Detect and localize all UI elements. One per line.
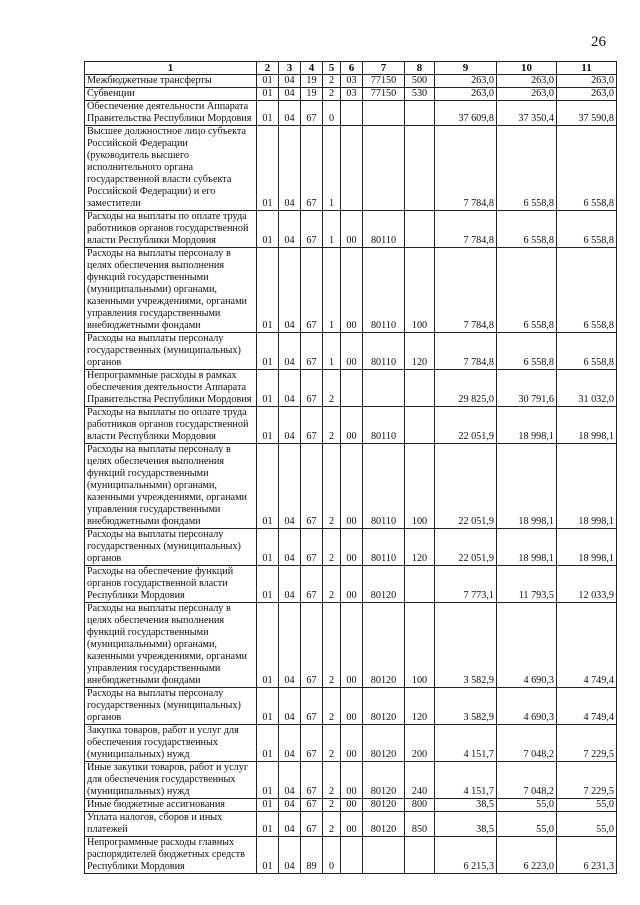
code-cell: 80120 <box>363 799 405 812</box>
code-cell: 19 <box>301 88 323 101</box>
code-cell: 2 <box>323 603 341 688</box>
code-cell: 800 <box>405 799 435 812</box>
code-cell: 00 <box>341 688 363 725</box>
amount-cell: 6 231,3 <box>557 837 617 874</box>
code-cell <box>405 837 435 874</box>
code-cell: 04 <box>279 529 301 566</box>
row-name: Расходы на выплаты персоналу в целях обеспечения выполнения функций государственными (муниципальными) органами, казенными учреждениями, органами управления государственными внебюджетными фондами <box>85 444 257 529</box>
code-cell: 01 <box>257 603 279 688</box>
code-cell: 200 <box>405 725 435 762</box>
code-cell <box>363 101 405 126</box>
row-name: Непрограммные расходы главных распорядителей бюджетных средств Республики Мордовия <box>85 837 257 874</box>
code-cell: 1 <box>323 126 341 211</box>
table-row <box>85 75 617 88</box>
code-cell: 19 <box>301 75 323 88</box>
code-cell: 67 <box>301 407 323 444</box>
table-row <box>85 101 617 126</box>
code-cell: 67 <box>301 812 323 837</box>
code-cell <box>405 126 435 211</box>
code-cell: 67 <box>301 370 323 407</box>
amount-cell: 7 229,5 <box>557 762 617 799</box>
code-cell: 04 <box>279 603 301 688</box>
table-row <box>85 603 617 688</box>
header-cell: 7 <box>363 62 405 75</box>
amount-cell: 7 784,8 <box>435 248 497 333</box>
code-cell: 120 <box>405 688 435 725</box>
table-row <box>85 837 617 874</box>
amount-cell: 263,0 <box>497 88 557 101</box>
amount-cell: 31 032,0 <box>557 370 617 407</box>
code-cell: 04 <box>279 688 301 725</box>
amount-cell: 11 793,5 <box>497 566 557 603</box>
code-cell: 2 <box>323 762 341 799</box>
code-cell: 01 <box>257 725 279 762</box>
table-row <box>85 211 617 248</box>
code-cell: 530 <box>405 88 435 101</box>
code-cell: 67 <box>301 799 323 812</box>
table-row <box>85 529 617 566</box>
amount-cell: 18 998,1 <box>557 444 617 529</box>
code-cell: 01 <box>257 812 279 837</box>
code-cell <box>363 370 405 407</box>
code-cell: 67 <box>301 126 323 211</box>
amount-cell: 263,0 <box>557 75 617 88</box>
amount-cell: 6 558,8 <box>497 126 557 211</box>
amount-cell: 18 998,1 <box>557 529 617 566</box>
code-cell <box>405 370 435 407</box>
code-cell <box>405 211 435 248</box>
code-cell: 03 <box>341 88 363 101</box>
code-cell: 850 <box>405 812 435 837</box>
amount-cell: 37 350,4 <box>497 101 557 126</box>
code-cell: 00 <box>341 407 363 444</box>
code-cell: 2 <box>323 529 341 566</box>
amount-cell: 12 033,9 <box>557 566 617 603</box>
code-cell: 00 <box>341 248 363 333</box>
amount-cell: 22 051,9 <box>435 529 497 566</box>
code-cell: 120 <box>405 333 435 370</box>
code-cell: 00 <box>341 566 363 603</box>
row-name: Расходы на выплаты по оплате труда работников органов государственной власти Республики Мордовия <box>85 211 257 248</box>
table-row <box>85 725 617 762</box>
budget-table <box>84 61 617 874</box>
header-row <box>85 62 617 75</box>
amount-cell: 7 784,8 <box>435 126 497 211</box>
header-cell: 10 <box>497 62 557 75</box>
code-cell: 240 <box>405 762 435 799</box>
amount-cell: 6 558,8 <box>557 248 617 333</box>
amount-cell: 263,0 <box>435 75 497 88</box>
code-cell: 04 <box>279 444 301 529</box>
row-name: Расходы на выплаты по оплате труда работников органов государственной власти Республики Мордовия <box>85 407 257 444</box>
row-name: Субвенции <box>85 88 257 101</box>
amount-cell: 6 558,8 <box>557 333 617 370</box>
table-row <box>85 370 617 407</box>
code-cell: 04 <box>279 812 301 837</box>
header-cell: 6 <box>341 62 363 75</box>
amount-cell: 7 773,1 <box>435 566 497 603</box>
code-cell: 00 <box>341 603 363 688</box>
row-name: Расходы на выплаты персоналу в целях обеспечения выполнения функций государственными (муниципальными) органами, казенными учреждениями, органами управления государственными внебюджетными фондами <box>85 603 257 688</box>
code-cell <box>341 101 363 126</box>
table-row <box>85 566 617 603</box>
code-cell <box>341 370 363 407</box>
code-cell: 01 <box>257 529 279 566</box>
code-cell: 80120 <box>363 762 405 799</box>
row-name: Расходы на выплаты персоналу государственных (муниципальных) органов <box>85 333 257 370</box>
amount-cell: 4 690,3 <box>497 603 557 688</box>
amount-cell: 55,0 <box>497 812 557 837</box>
amount-cell: 3 582,9 <box>435 688 497 725</box>
code-cell: 67 <box>301 101 323 126</box>
code-cell: 67 <box>301 762 323 799</box>
code-cell: 89 <box>301 837 323 874</box>
code-cell: 00 <box>341 529 363 566</box>
code-cell: 01 <box>257 248 279 333</box>
code-cell: 04 <box>279 725 301 762</box>
code-cell: 67 <box>301 529 323 566</box>
code-cell: 04 <box>279 837 301 874</box>
code-cell: 80110 <box>363 248 405 333</box>
row-name: Расходы на выплаты персоналу государственных (муниципальных) органов <box>85 688 257 725</box>
table-row <box>85 248 617 333</box>
code-cell <box>363 126 405 211</box>
amount-cell: 38,5 <box>435 799 497 812</box>
code-cell: 01 <box>257 566 279 603</box>
code-cell: 1 <box>323 211 341 248</box>
amount-cell: 4 151,7 <box>435 762 497 799</box>
table-row <box>85 812 617 837</box>
header-cell: 9 <box>435 62 497 75</box>
code-cell: 67 <box>301 333 323 370</box>
code-cell: 04 <box>279 762 301 799</box>
code-cell: 80110 <box>363 333 405 370</box>
code-cell: 00 <box>341 211 363 248</box>
code-cell: 80120 <box>363 603 405 688</box>
code-cell: 80110 <box>363 444 405 529</box>
amount-cell: 55,0 <box>557 799 617 812</box>
code-cell: 2 <box>323 370 341 407</box>
code-cell: 01 <box>257 88 279 101</box>
amount-cell: 18 998,1 <box>497 529 557 566</box>
amount-cell: 22 051,9 <box>435 407 497 444</box>
amount-cell: 6 558,8 <box>497 211 557 248</box>
code-cell: 00 <box>341 725 363 762</box>
amount-cell: 7 048,2 <box>497 762 557 799</box>
code-cell: 80120 <box>363 688 405 725</box>
code-cell: 80110 <box>363 407 405 444</box>
row-name: Закупка товаров, работ и услуг для обеспечения государственных (муниципальных) нужд <box>85 725 257 762</box>
code-cell: 01 <box>257 126 279 211</box>
amount-cell: 6 558,8 <box>557 126 617 211</box>
code-cell: 2 <box>323 799 341 812</box>
code-cell: 2 <box>323 725 341 762</box>
amount-cell: 55,0 <box>557 812 617 837</box>
row-name: Иные закупки товаров, работ и услуг для обеспечения государственных (муниципальных) нужд <box>85 762 257 799</box>
code-cell: 1 <box>323 248 341 333</box>
code-cell: 01 <box>257 75 279 88</box>
code-cell: 01 <box>257 333 279 370</box>
code-cell: 01 <box>257 837 279 874</box>
code-cell: 67 <box>301 248 323 333</box>
code-cell: 01 <box>257 444 279 529</box>
code-cell <box>363 837 405 874</box>
code-cell: 67 <box>301 444 323 529</box>
row-name: Иные бюджетные ассигнования <box>85 799 257 812</box>
code-cell: 77150 <box>363 75 405 88</box>
amount-cell: 55,0 <box>497 799 557 812</box>
code-cell: 1 <box>323 333 341 370</box>
amount-cell: 7 784,8 <box>435 211 497 248</box>
code-cell: 01 <box>257 799 279 812</box>
amount-cell: 22 051,9 <box>435 444 497 529</box>
code-cell <box>405 101 435 126</box>
code-cell: 04 <box>279 799 301 812</box>
amount-cell: 18 998,1 <box>557 407 617 444</box>
amount-cell: 4 690,3 <box>497 688 557 725</box>
row-name: Межбюджетные трансферты <box>85 75 257 88</box>
code-cell: 01 <box>257 101 279 126</box>
row-name: Непрограммные расходы в рамках обеспечения деятельности Аппарата Правительства Республики Мордовия <box>85 370 257 407</box>
amount-cell: 18 998,1 <box>497 407 557 444</box>
amount-cell: 4 749,4 <box>557 688 617 725</box>
table-row <box>85 88 617 101</box>
page-number: 26 <box>591 34 606 50</box>
code-cell: 04 <box>279 75 301 88</box>
code-cell: 80110 <box>363 529 405 566</box>
amount-cell: 38,5 <box>435 812 497 837</box>
amount-cell: 6 223,0 <box>497 837 557 874</box>
amount-cell: 37 609,8 <box>435 101 497 126</box>
code-cell: 80110 <box>363 211 405 248</box>
amount-cell: 30 791,6 <box>497 370 557 407</box>
code-cell: 80120 <box>363 725 405 762</box>
code-cell: 100 <box>405 603 435 688</box>
code-cell: 2 <box>323 566 341 603</box>
amount-cell: 4 151,7 <box>435 725 497 762</box>
code-cell: 04 <box>279 211 301 248</box>
code-cell: 01 <box>257 688 279 725</box>
code-cell: 67 <box>301 725 323 762</box>
code-cell: 77150 <box>363 88 405 101</box>
code-cell: 0 <box>323 837 341 874</box>
code-cell: 04 <box>279 88 301 101</box>
amount-cell: 6 558,8 <box>557 211 617 248</box>
code-cell: 04 <box>279 566 301 603</box>
code-cell: 00 <box>341 799 363 812</box>
code-cell: 120 <box>405 529 435 566</box>
amount-cell: 18 998,1 <box>497 444 557 529</box>
code-cell <box>341 837 363 874</box>
code-cell: 01 <box>257 762 279 799</box>
code-cell: 100 <box>405 444 435 529</box>
table-row <box>85 688 617 725</box>
amount-cell: 6 558,8 <box>497 248 557 333</box>
amount-cell: 7 229,5 <box>557 725 617 762</box>
code-cell: 00 <box>341 333 363 370</box>
row-name: Расходы на выплаты персоналу в целях обеспечения выполнения функций государственными (муниципальными) органами, казенными учреждениями, органами управления государственными внебюджетными фондами <box>85 248 257 333</box>
header-cell: 3 <box>279 62 301 75</box>
code-cell: 2 <box>323 88 341 101</box>
code-cell: 01 <box>257 370 279 407</box>
table-row <box>85 799 617 812</box>
table-row <box>85 444 617 529</box>
code-cell: 2 <box>323 75 341 88</box>
amount-cell: 29 825,0 <box>435 370 497 407</box>
table-row <box>85 126 617 211</box>
header-cell: 11 <box>557 62 617 75</box>
code-cell <box>405 407 435 444</box>
amount-cell: 37 590,8 <box>557 101 617 126</box>
code-cell: 04 <box>279 248 301 333</box>
code-cell: 80120 <box>363 812 405 837</box>
code-cell: 00 <box>341 444 363 529</box>
row-name: Обеспечение деятельности Аппарата Правительства Республики Мордовия <box>85 101 257 126</box>
header-cell: 5 <box>323 62 341 75</box>
code-cell <box>341 126 363 211</box>
table-row <box>85 333 617 370</box>
amount-cell: 4 749,4 <box>557 603 617 688</box>
code-cell: 04 <box>279 101 301 126</box>
amount-cell: 7 784,8 <box>435 333 497 370</box>
code-cell: 2 <box>323 688 341 725</box>
code-cell: 67 <box>301 603 323 688</box>
header-cell: 1 <box>85 62 257 75</box>
code-cell: 500 <box>405 75 435 88</box>
code-cell: 80120 <box>363 566 405 603</box>
amount-cell: 6 215,3 <box>435 837 497 874</box>
code-cell: 04 <box>279 370 301 407</box>
code-cell: 04 <box>279 126 301 211</box>
header-cell: 8 <box>405 62 435 75</box>
code-cell: 100 <box>405 248 435 333</box>
code-cell: 67 <box>301 211 323 248</box>
table-row <box>85 762 617 799</box>
code-cell: 2 <box>323 407 341 444</box>
amount-cell: 263,0 <box>557 88 617 101</box>
amount-cell: 263,0 <box>497 75 557 88</box>
amount-cell: 6 558,8 <box>497 333 557 370</box>
header-cell: 4 <box>301 62 323 75</box>
code-cell: 04 <box>279 333 301 370</box>
code-cell: 67 <box>301 688 323 725</box>
row-name: Высшее должностное лицо субъекта Российской Федерации (руководитель высшего исполнительного органа государственной власти субъекта Российской Федерации) и его заместители <box>85 126 257 211</box>
row-name: Расходы на выплаты персоналу государственных (муниципальных) органов <box>85 529 257 566</box>
code-cell: 03 <box>341 75 363 88</box>
amount-cell: 3 582,9 <box>435 603 497 688</box>
code-cell: 04 <box>279 407 301 444</box>
header-cell: 2 <box>257 62 279 75</box>
code-cell: 2 <box>323 444 341 529</box>
code-cell: 0 <box>323 101 341 126</box>
row-name: Уплата налогов, сборов и иных платежей <box>85 812 257 837</box>
code-cell: 01 <box>257 211 279 248</box>
amount-cell: 7 048,2 <box>497 725 557 762</box>
code-cell <box>405 566 435 603</box>
code-cell: 00 <box>341 812 363 837</box>
code-cell: 01 <box>257 407 279 444</box>
amount-cell: 263,0 <box>435 88 497 101</box>
code-cell: 00 <box>341 762 363 799</box>
code-cell: 67 <box>301 566 323 603</box>
row-name: Расходы на обеспечение функций органов государственной власти Республики Мордовия <box>85 566 257 603</box>
code-cell: 2 <box>323 812 341 837</box>
table-row <box>85 407 617 444</box>
